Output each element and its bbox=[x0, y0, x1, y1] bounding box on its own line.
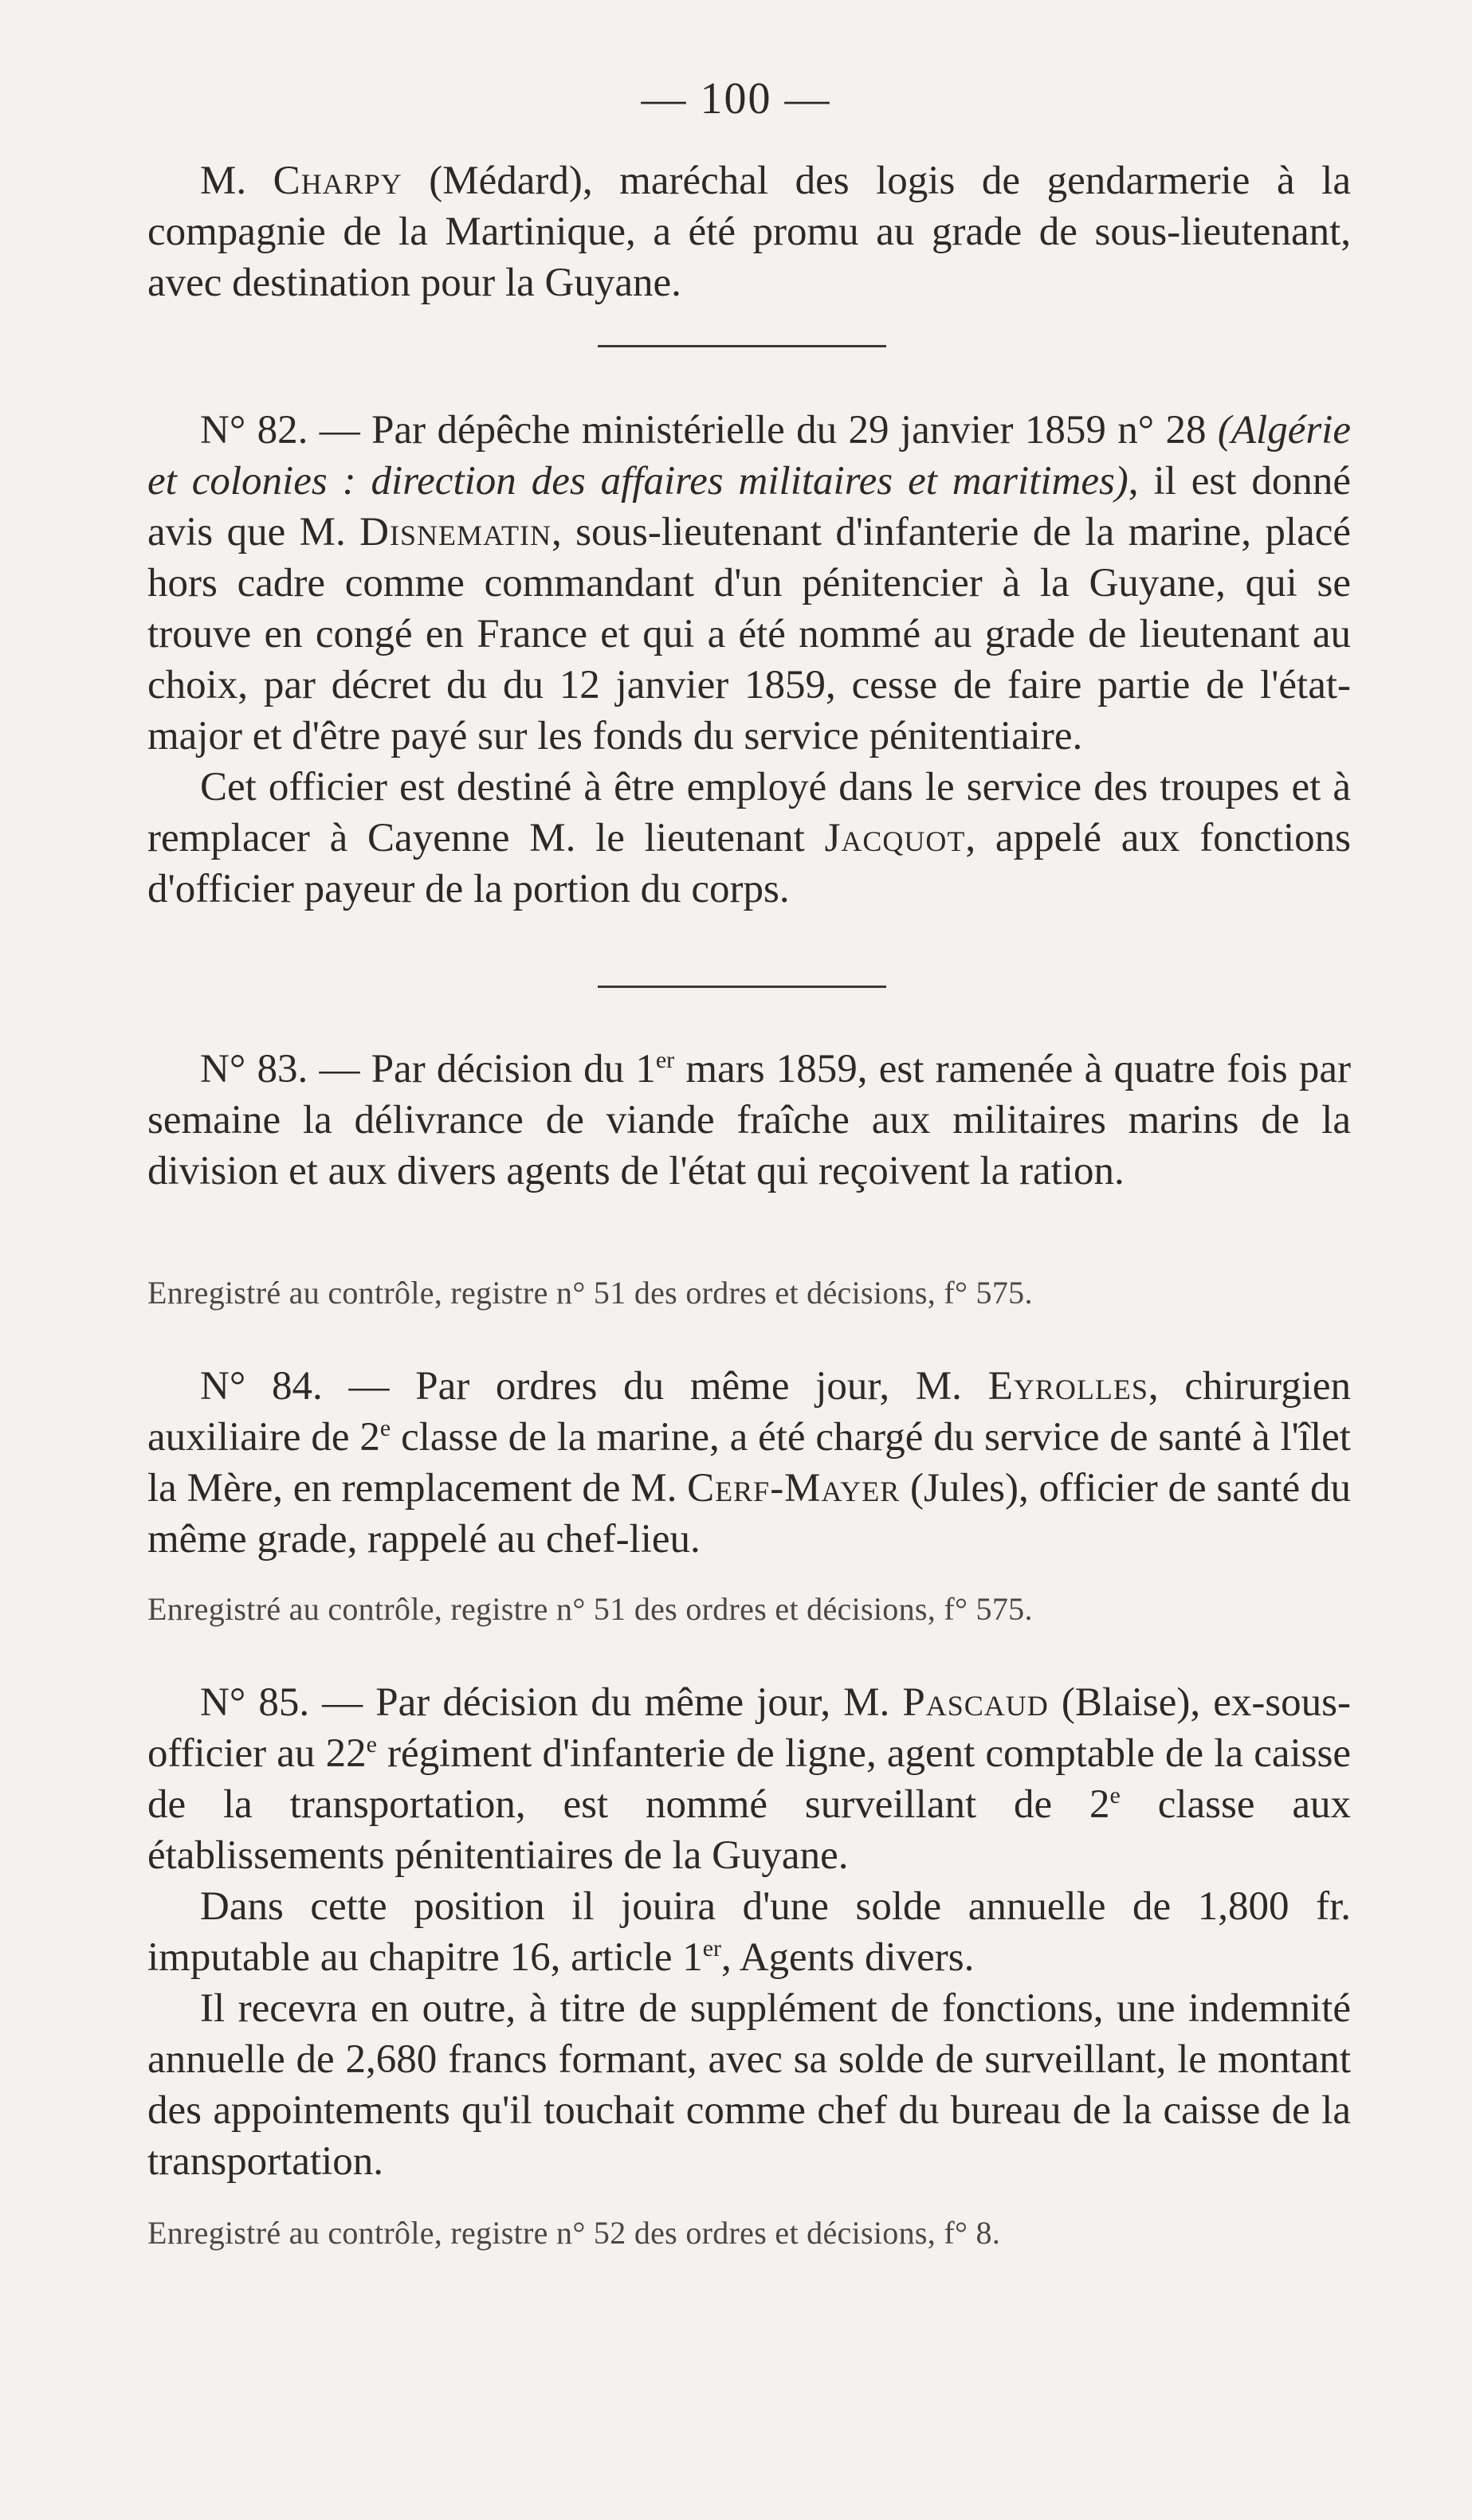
superscript: er bbox=[655, 1047, 675, 1073]
person-name: Disnematin bbox=[359, 510, 552, 555]
text-span: N° 83. — Par décision du 1 bbox=[200, 1047, 656, 1091]
superscript: e bbox=[379, 1415, 391, 1441]
text-span: Dans cette position il jouira d'une solde annuelle de 1,800 fr. imputable au chapitre 16, article 1 bbox=[147, 1884, 1351, 1980]
paragraph bbox=[147, 1044, 1351, 1197]
page-number: — 100 — bbox=[641, 74, 831, 123]
paragraph bbox=[147, 1361, 1351, 1565]
person-name: Pascaud bbox=[902, 1680, 1049, 1725]
paragraph bbox=[147, 1677, 1351, 1881]
entry-82 bbox=[147, 405, 1351, 915]
superscript: e bbox=[366, 1731, 377, 1758]
text-span: mars 1859, est ramenée à quatre fois par semaine la délivrance de viande fraîche aux militaires marins de la division et aux divers agents de l'état qui reçoivent la ration. bbox=[147, 1047, 1352, 1193]
text-span: N° 82. — Par dépêche ministérielle du 29 janvier 1859 n° 28 bbox=[200, 408, 1218, 453]
paragraph bbox=[147, 762, 1351, 915]
text-span: N° 85. — Par décision du même jour, M. bbox=[200, 1680, 903, 1725]
separator-rule bbox=[598, 986, 886, 988]
superscript: e bbox=[1109, 1782, 1121, 1809]
registration-note: Enregistré au contrôle, registre n° 51 des ordres et décisions, f° 575. bbox=[147, 1275, 1033, 1311]
text-span: (Jules), officier de santé du même grade, rappelé au chef-lieu. bbox=[147, 1466, 1351, 1562]
department-italic: (Algérie et colonies : direction des affaires militaires et maritimes) bbox=[147, 408, 1351, 504]
entry-charpy bbox=[147, 155, 1351, 308]
registration-note: Enregistré au contrôle, registre n° 52 des ordres et décisions, f° 8. bbox=[147, 2215, 1001, 2251]
text-span: (Médard), maréchal des logis de gendarmerie à la compagnie de la Martinique, a été promu au grade de sous-lieutenant, avec destination pour la Guyane. bbox=[147, 159, 1351, 305]
registration-note: Enregistré au contrôle, registre n° 51 des ordres et décisions, f° 575. bbox=[147, 1591, 1033, 1627]
text-span: M. bbox=[200, 159, 273, 203]
entry-83 bbox=[147, 1044, 1351, 1197]
text-span: , appelé aux fonctions d'officier payeur de la portion du corps. bbox=[147, 816, 1351, 911]
text-span: classe aux établissements pénitentiaires de la Guyane. bbox=[147, 1782, 1351, 1878]
text-span: N° 84. — Par ordres du même jour, M. bbox=[200, 1364, 988, 1409]
paragraph bbox=[147, 155, 1351, 308]
person-name: Jacquot bbox=[824, 816, 966, 860]
text-span: régiment d'infanterie de ligne, agent comptable de la caisse de la transportation, est nommé surveillant de 2 bbox=[147, 1731, 1351, 1827]
paragraph: Il recevra en outre, à titre de supplément de fonctions, une indemnité annuelle de 2,680 francs formant, avec sa solde de surveillant, le montant des appointements qu'il touchait comme chef du bureau de la caisse de la transportation. bbox=[147, 1986, 1351, 2184]
text-span: , sous-lieutenant d'infanterie de la marine, placé hors cadre comme commandant d'un pénitencier à la Guyane, qui se trouve en congé en France et qui a été nommé au grade de lieutenant au choix, par décret du du 12 janvier 1859, cesse de faire partie de l'état-major et d'être payé sur les fonds du service pénitentiaire. bbox=[147, 510, 1352, 758]
text-span: , il est donné avis que M. bbox=[147, 459, 1351, 555]
text-span: , chirurgien auxiliaire de 2 bbox=[147, 1364, 1351, 1460]
entry-85 bbox=[147, 1677, 1351, 2187]
text-span: classe de la marine, a été chargé du service de santé à l'îlet la Mère, en remplacement de M. bbox=[147, 1415, 1351, 1511]
entry-84 bbox=[147, 1361, 1351, 1565]
superscript: er bbox=[702, 1935, 722, 1962]
text-span: (Blaise), ex-sous-officier au 22 bbox=[147, 1680, 1351, 1776]
paragraph bbox=[147, 405, 1351, 762]
separator-rule bbox=[598, 345, 886, 347]
person-name: Eyrolles bbox=[987, 1364, 1148, 1409]
person-name: Charpy bbox=[273, 159, 402, 203]
person-name: Cerf-Mayer bbox=[687, 1466, 901, 1511]
paragraph bbox=[147, 1881, 1351, 1983]
text-span: , Agents divers. bbox=[721, 1935, 975, 1980]
text-span: Cet officier est destiné à être employé dans le service des troupes et à remplacer à Cayenne M. le lieutenant bbox=[147, 765, 1351, 860]
